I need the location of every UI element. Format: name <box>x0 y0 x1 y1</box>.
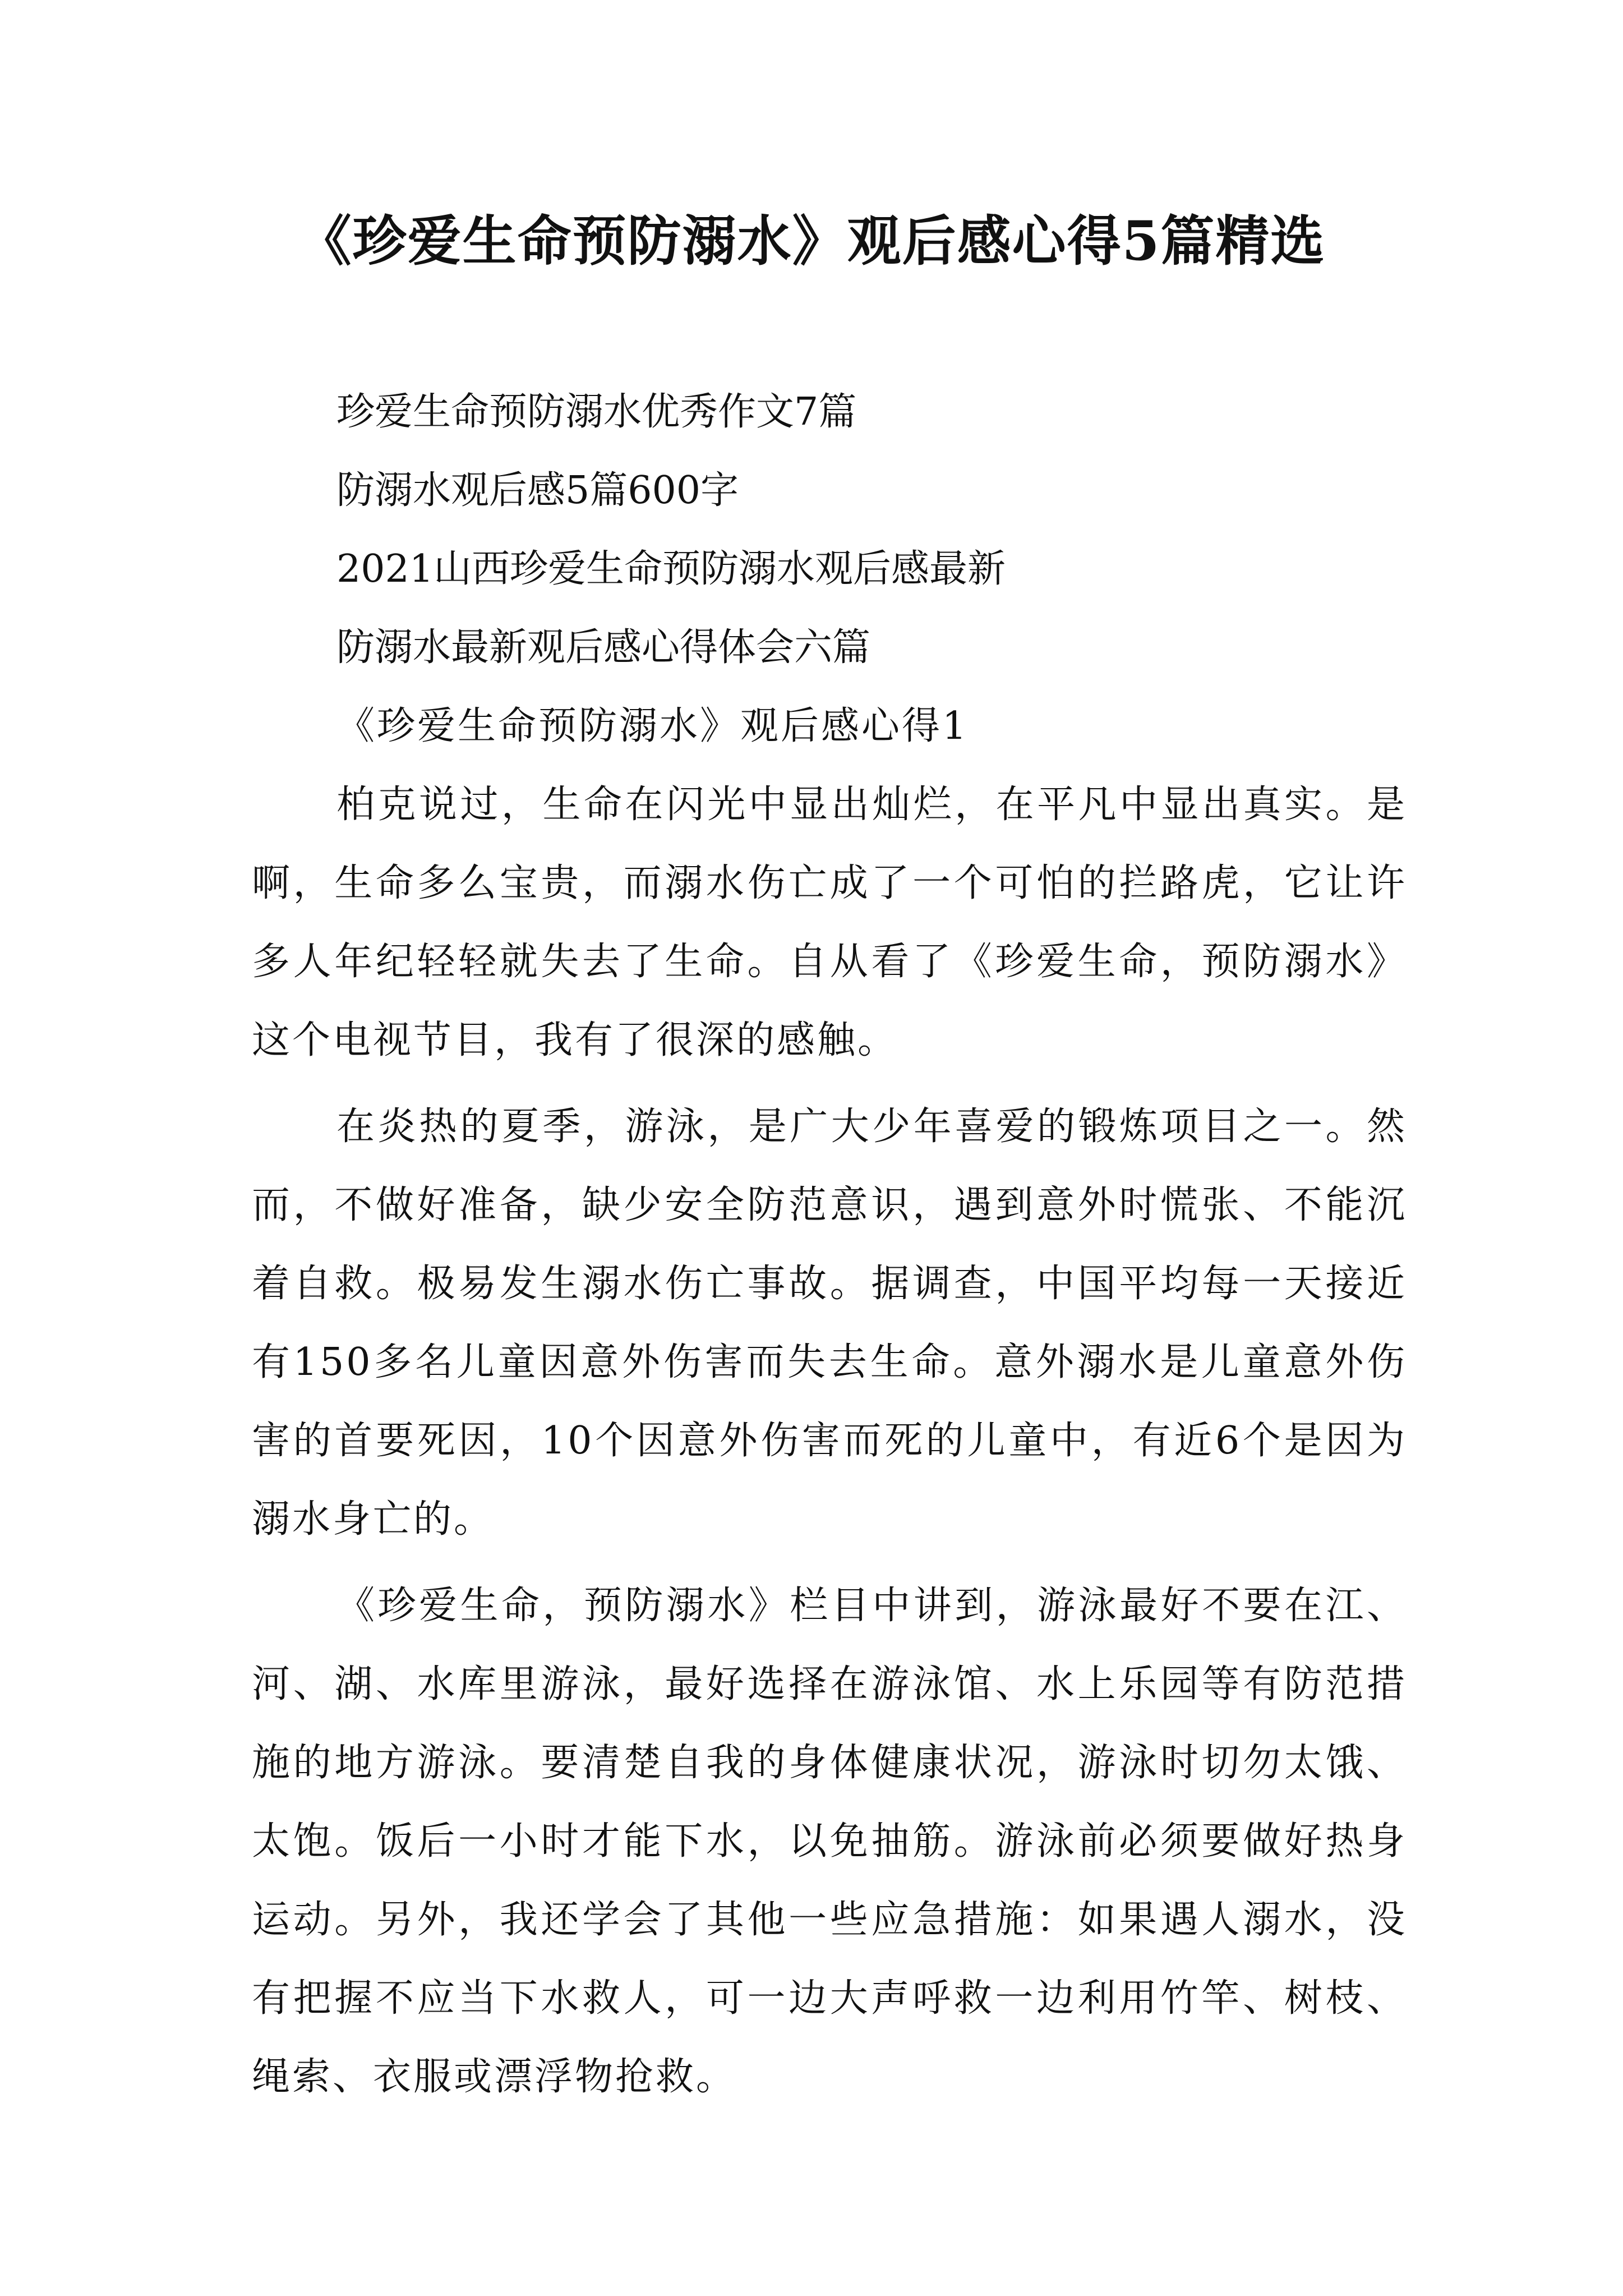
paragraph: 在炎热的夏季，游泳，是广大少年喜爱的锻炼项目之一。然而，不做好准备，缺少安全防范意识，遇到意外时慌张、不能沉着自救。极易发生溺水伤亡事故。据调查，中国平均每一天接近有150多名儿童因意外伤害而失去生命。意外溺水是儿童意外伤害的首要死因，10个因意外伤害而死的儿童中，有近6个是因为溺水身亡的。 <box>252 1105 1407 1542</box>
related-link[interactable]: 2021山西珍爱生命预防溺水观后感最新 <box>336 547 1006 591</box>
paragraph: 《珍爱生命，预防溺水》栏目中讲到，游泳最好不要在江、河、湖、水库里游泳，最好选择在游泳馆、水上乐园等有防范措施的地方游泳。要清楚自我的身体健康状况，游泳时切勿太饿、太饱。饭后一小时才能下水，以免抽筋。游泳前必须要做好热身运动。另外，我还学会了其他一些应急措施：如果遇人溺水，没有把握不应当下水救人，可一边大声呼救一边利用竹竿、树枝、绳索、衣服或漂浮物抢救。 <box>252 1584 1407 2099</box>
section-heading: 《珍爱生命预防溺水》观后感心得1 <box>336 704 969 748</box>
article-body <box>252 687 1407 2124</box>
related-link[interactable]: 防溺水最新观后感心得体会六篇 <box>336 625 871 670</box>
related-links-list <box>336 373 1458 687</box>
related-link[interactable]: 珍爱生命预防溺水优秀作文7篇 <box>336 390 857 434</box>
document-title: 《珍爱生命预防溺水》观后感心得5篇精选 <box>297 209 1326 273</box>
paragraph: 柏克说过，生命在闪光中显出灿烂，在平凡中显出真实。是啊，生命多么宝贵，而溺水伤亡成了一个可怕的拦路虎，它让许多人年纪轻轻就失去了生命。自从看了《珍爱生命，预防溺水》这个电视节目，我有了很深的感触。 <box>252 783 1407 1062</box>
related-link[interactable]: 防溺水观后感5篇600字 <box>336 468 739 513</box>
